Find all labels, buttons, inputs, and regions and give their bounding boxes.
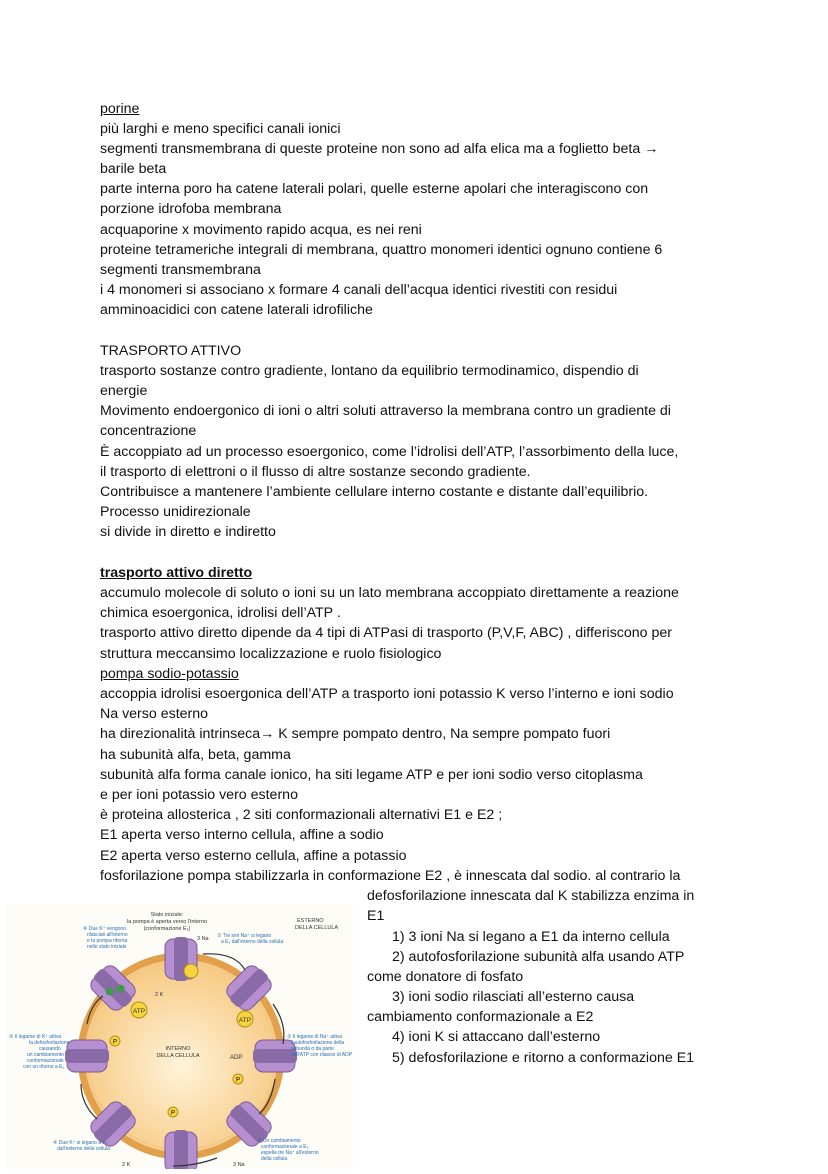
step3-caption-3: espelle tre Na⁺ all'esterno xyxy=(261,1150,319,1156)
attivo-line-7: Contribuisce a mantenere l’ambiente cellulare interno costante e distante dall’equilibrio. xyxy=(100,484,649,500)
step-item-4: 4) ioni K si attaccano dall’esterno xyxy=(392,1029,601,1045)
step6-caption-2: rilasciati all'interno xyxy=(87,932,128,938)
svg-text:P: P xyxy=(170,1110,176,1117)
step5-caption-3: causando xyxy=(39,1046,61,1052)
phosphate-2 xyxy=(110,1036,120,1046)
porine-line-9: i 4 monomeri si associano x formare 4 canali dell’acqua identici rivestiti con residui xyxy=(100,282,618,298)
atp-molecule-2 xyxy=(237,1011,253,1027)
pump-left xyxy=(65,1040,109,1072)
phosphate-3 xyxy=(168,1107,178,1117)
na-ions-label: 3 Na xyxy=(197,936,209,942)
pompa-line-3: ha direzionalità intrinseca→ K sempre pompato dentro, Na sempre pompato fuori xyxy=(100,726,611,742)
attivo-line-5: È accoppiato ad un processo esoergonico, come l’idrolisi dell’ATP, l’assorbimento della luce, xyxy=(100,444,679,460)
svg-text:ATP: ATP xyxy=(132,1008,146,1015)
step1-caption-2: a E₁ dall'interno della cellula xyxy=(221,939,284,945)
pompa-line-4: ha subunità alfa, beta, gamma xyxy=(100,747,291,763)
pump-top xyxy=(165,937,198,981)
diretto-line-2: chimica esoergonica, idrolisi dell’ATP . xyxy=(100,605,341,621)
step5-caption-6: con un ritorno a E₁ xyxy=(23,1064,65,1070)
step-item-5: 5) defosforilazione e ritorno a conformazione E1 xyxy=(392,1050,695,1066)
k-ions-label: 2 K xyxy=(122,1162,131,1168)
porine-line-2: segmenti transmembrana di queste proteine non sono ad alfa elica ma a foglietto beta → xyxy=(100,141,659,157)
step2-caption-3: subunità α da parte xyxy=(291,1046,334,1052)
pump-bottom xyxy=(165,1130,197,1169)
step6-caption-3: e la pompa ritorna xyxy=(87,938,128,944)
k-ions-label-top: 2 K xyxy=(155,992,164,998)
diretto-line-1: accumulo molecole di soluto o ioni su un lato membrana accoppiato direttamente a reazione xyxy=(100,585,679,601)
svg-text:P: P xyxy=(235,1077,241,1084)
pompa-line-9: E2 aperta verso esterno cellula, affine a potassio xyxy=(100,848,407,864)
porine-line-10: amminoacidici con catene laterali idrofiliche xyxy=(100,302,373,318)
step5-caption-4: un cambiamento xyxy=(27,1052,64,1058)
initial-state-label-1: Stato iniziale: xyxy=(150,912,184,918)
adp-label: ADP xyxy=(230,1055,243,1061)
pompa-line-5: subunità alfa forma canale ionico, ha siti legame ATP e per ioni sodio verso citoplasma xyxy=(100,767,643,783)
step4-caption-1: ④ Due K⁺ si legano a E₂ xyxy=(53,1140,108,1146)
svg-text:ATP: ATP xyxy=(238,1017,252,1024)
wrap-line-1: defosforilazione innescata dal K stabilizza enzima in xyxy=(367,888,695,904)
attivo-heading: TRASPORTO ATTIVO xyxy=(100,343,242,359)
step-item-2-cont: come donatore di fosfato xyxy=(367,969,524,985)
porine-line-8: segmenti transmembrana xyxy=(100,262,261,278)
sodium-potassium-pump-figure xyxy=(5,904,353,1169)
pompa-subtitle: pompa sodio-potassio xyxy=(100,666,239,682)
step2-caption-4: dell'ATP con rilascio di ADP xyxy=(291,1052,353,1058)
outside-label-1: ESTERNO xyxy=(297,918,324,924)
attivo-line-1: trasporto sostanze contro gradiente, lontano da equilibrio termodinamico, dispendio di xyxy=(100,363,639,379)
attivo-line-4: concentrazione xyxy=(100,423,197,439)
atp-molecule xyxy=(131,1002,147,1018)
porine-line-4: parte interna poro ha catene laterali polari, quelle esterne apolari che interagiscono con xyxy=(100,181,649,197)
step3-caption-2: conformazionale a E₂ xyxy=(261,1144,309,1150)
attivo-line-3: Movimento endoergonico di ioni o altri soluti attraverso la membrana contro un gradiente di xyxy=(100,403,671,419)
step3-caption-4: della cellula xyxy=(261,1156,288,1162)
step-item-3-cont: cambiamento conformazionale a E2 xyxy=(367,1009,594,1025)
step6-caption-1: ⑥ Due K⁺ vengono xyxy=(83,926,126,932)
step5-caption-2: la defosforilazione xyxy=(29,1040,70,1046)
diretto-line-3: trasporto attivo diretto dipende da 4 tipi di ATPasi di trasporto (P,V,F, ABC) , differiscono per xyxy=(100,625,673,641)
step-item-1: 1) 3 ioni Na si legano a E1 da interno cellula xyxy=(392,929,670,945)
svg-text:P: P xyxy=(112,1039,118,1046)
step2-caption-1: ② Il legame di Na⁺ attiva xyxy=(287,1034,343,1040)
initial-state-label-3: (conformazione E₁) xyxy=(143,926,191,932)
step-item-3: 3) ioni sodio rilasciati all’esterno causa xyxy=(392,989,635,1005)
step5-caption-1: ⑤ Il legame di K⁺ attiva xyxy=(9,1034,62,1040)
porine-line-7: proteine tetrameriche integrali di membrana, quattro monomeri identici ognuno contiene 6 xyxy=(100,242,663,258)
attivo-line-6: il trasporto di elettroni o il flusso di altre sostanze secondo gradiente. xyxy=(100,464,531,480)
inside-label-2: DELLA CELLULA xyxy=(156,1053,200,1059)
step6-caption-4: nello stato iniziale xyxy=(87,944,127,950)
pompa-line-1: accoppia idrolisi esoergonica dell’ATP a trasporto ioni potassio K verso l’interno e ioni sodio xyxy=(100,686,674,702)
porine-line-6: acquaporine x movimento rapido acqua, es nei reni xyxy=(100,222,422,238)
pompa-line-8: E1 aperta verso interno cellula, affine a sodio xyxy=(100,827,384,843)
step4-caption-2: dall'esterno della cellula xyxy=(57,1146,110,1152)
step1-caption-1: ① Tre ioni Na⁺ si legano xyxy=(217,933,272,939)
diretto-heading: trasporto attivo diretto xyxy=(100,565,253,581)
attivo-line-2: energie xyxy=(100,383,148,399)
initial-state-label-2: la pompa è aperta verso l'interno xyxy=(127,919,207,925)
step5-caption-5: conformazionale xyxy=(27,1058,64,1064)
step3-caption-1: ③ Un cambiamento xyxy=(257,1138,301,1144)
attivo-line-9: si divide in diretto e indiretto xyxy=(100,524,276,540)
diretto-line-4: struttura meccansimo localizzazione e ruolo fisiologico xyxy=(100,646,442,662)
pump-cycle-diagram xyxy=(5,904,353,1169)
na-ions-label-bottom: 3 Na xyxy=(233,1162,245,1168)
pompa-line-10: fosforilazione pompa stabilizzarla in conformazione E2 , è innescata dal sodio. al contrario la xyxy=(100,868,681,884)
pompa-line-2: Na verso esterno xyxy=(100,706,209,722)
inside-label-1: INTERNO xyxy=(165,1046,191,1052)
step-item-2: 2) autofosforilazione subunità alfa usando ATP xyxy=(392,949,685,965)
pompa-line-7: è proteina allosterica , 2 siti conformazionali alternativi E1 e E2 ; xyxy=(100,807,503,823)
step2-caption-2: l'autofosforilazione della xyxy=(291,1040,345,1046)
wrap-line-2: E1 xyxy=(367,908,385,924)
outside-label-2: DELLA CELLULA xyxy=(295,925,339,931)
porine-line-3: barile beta xyxy=(100,161,167,177)
phosphate-1 xyxy=(233,1074,243,1084)
porine-heading: porine xyxy=(100,101,140,117)
porine-line-1: più larghi e meno specifici canali ionici xyxy=(100,121,341,137)
porine-line-5: porzione idrofoba membrana xyxy=(100,201,282,217)
attivo-line-8: Processo unidirezionale xyxy=(100,504,251,520)
pompa-line-6: e per ioni potassio vero esterno xyxy=(100,787,298,803)
